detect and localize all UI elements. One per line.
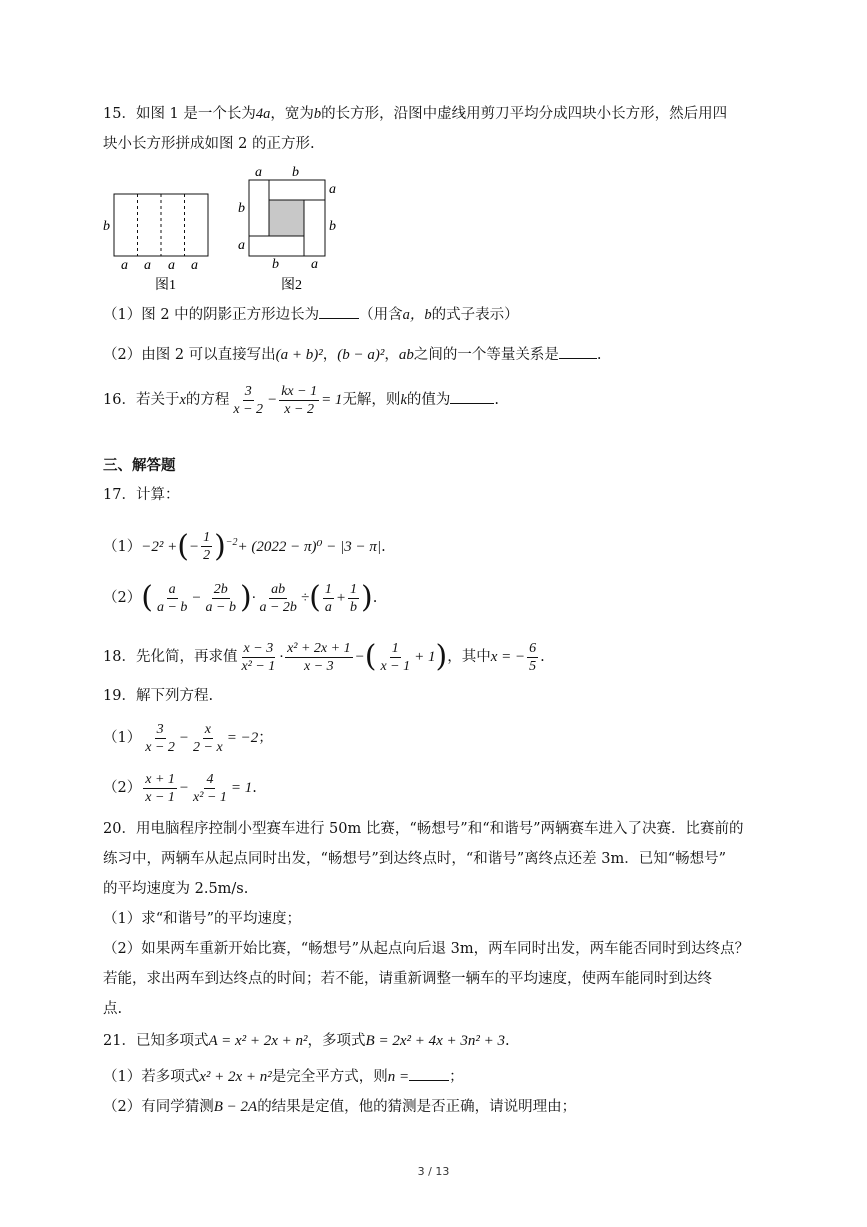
fraction [348,581,359,616]
part-label: （2） [103,780,142,796]
q15-expr-4a: 4a [255,106,271,122]
q15-sub1-text-c: 的式子表示） [431,307,519,323]
fraction [143,771,177,806]
q17-part1 [103,523,386,567]
numerator: 2b [213,581,228,597]
numerator: 3 [156,721,164,737]
q16-var-k: k [400,392,407,408]
figure-2 [232,162,347,297]
fraction [285,640,353,675]
fig1-bottom-label: a [168,258,175,273]
q21-sub2 [103,1097,576,1117]
fraction [239,640,277,675]
denominator: x − 2 [284,401,314,417]
section-heading: 三、解答题 [103,457,176,474]
q15-sub2 [103,344,602,365]
fraction [204,581,238,616]
q20-sub1: （1）求“和谐号”的平均速度； [103,911,302,927]
q15-text-a: 15．如图 1 是一个长为 [103,106,256,122]
right-paren: ) [214,528,226,564]
equals-one: = 1 [321,392,343,408]
denominator: x − 3 [303,658,334,674]
fig1-bottom-label: a [191,258,198,273]
x-equals: x = − [490,649,526,665]
left-paren: ( [177,528,189,564]
numerator: a [168,581,176,597]
q18 [103,637,545,677]
expr-polynomial-a: A = x² + 2x + n² [208,1033,308,1049]
answer-blank[interactable] [559,344,597,359]
answer-blank[interactable] [409,1066,449,1081]
minus-sign: − [178,730,190,746]
q16-var-x: x [179,392,186,408]
expr-trinomial: x² + 2x + n² [199,1069,272,1085]
q19-part2 [103,768,257,808]
fraction [257,581,298,616]
fig2-right-label: a [329,182,336,197]
fig2-left-label: a [238,238,245,253]
fig2-bottom-label: b [272,257,279,272]
q17-title: 17．计算： [103,487,180,503]
numerator: x + 1 [145,771,175,787]
part-label: （1） [103,538,142,555]
q16 [103,380,499,420]
fraction [231,383,265,418]
numerator: 1 [203,530,211,546]
divide-sign: ÷ [300,590,310,606]
fig2-top-label: b [292,165,299,180]
expr-ab: ab [398,347,414,363]
expr-segment: −2² + [141,538,178,555]
q15-var-b: b [313,106,322,122]
q21-text-a: 21．已知多项式 [103,1033,209,1049]
q16-text-d: 的值为 [406,392,451,408]
fig1-caption: 图1 [155,278,176,293]
q15-text-b: ，宽为 [270,106,314,122]
fig2-left-label: b [238,201,245,216]
period: . [252,780,257,796]
expr-b-minus-a-squared: (b − a)² [337,347,385,363]
q21-sub2-text: （2）有同学猜测 [103,1099,214,1115]
fig1-bottom-label: a [144,258,151,273]
q21-sub1-text-b: 是完全平方式，则 [271,1069,388,1085]
numerator: 1 [349,581,357,597]
left-paren: ( [364,639,377,674]
n-equals: n = [387,1069,410,1085]
denominator: x − 1 [380,658,411,674]
numerator: 1 [324,581,332,597]
denominator: x² − 1 [241,658,276,674]
fraction [527,640,538,675]
q20-sub2-line1: （2）如果两车重新开始比赛，“畅想号”从起点向后退 3m，两车同时出发，两车能否同时到达终点？ [103,941,750,957]
fig2-caption: 图2 [281,278,302,293]
fig2-top-label: a [255,165,262,180]
q16-text-b: 的方程 [185,392,230,408]
q20-sub2-line3: 点. [103,1001,123,1017]
minus-sign: − [267,392,278,408]
expr-segment: + (2022 − π)⁰ − |3 − π| [237,538,382,555]
fraction [191,771,229,806]
q21-sub2-text-b: 的结果是定值，他的猜测是否正确，请说明理由； [257,1099,577,1115]
semicolon: ； [258,730,273,746]
q15-sub1-text: （1）图 2 中的阴影正方形边长为 [103,307,320,323]
q19-title: 19．解下列方程. [103,688,214,704]
fraction [155,581,189,616]
denominator: a − b [156,599,188,615]
q16-text-a: 16．若关于 [103,392,180,408]
plus-one: + 1 [414,649,436,665]
numerator: 1 [391,640,399,656]
q21-line1 [103,1031,510,1051]
numerator: kx − 1 [281,383,318,399]
minus-sign: − [191,590,202,606]
left-paren: ( [309,580,321,615]
denominator: 2 − x [193,739,223,755]
period: . [540,649,545,665]
fraction [279,383,319,418]
plus-sign: + [335,590,346,606]
period: . [372,590,378,606]
numerator: 6 [529,640,537,656]
rhs: = −2 [226,730,259,746]
q15-text-c: 的长方形，沿图中虚线用剪刀平均分成四块小长方形，然后用四 [321,106,728,122]
dot-operator: · [251,590,256,606]
fraction [378,640,412,675]
answer-blank[interactable] [450,389,494,404]
fig1-side-label: b [103,219,110,234]
denominator: x − 2 [233,401,264,417]
numerator: x − 3 [243,640,274,656]
q20-sub2-line2: 若能，求出两车到达终点的时间；若不能，请重新调整一辆车的平均速度，使两车能同时到达终 [103,971,712,987]
page-number: 3 / 13 [417,1165,450,1178]
numerator: x [204,721,211,737]
q15-sub2-text: （2）由图 2 可以直接写出 [103,347,276,363]
q20-line2: 练习中，两辆车从起点同时出发，“畅想号”到达终点时，“和谐号”离终点还差 3m．已知“畅想号” [103,851,727,867]
q15-line1 [103,104,727,124]
q18-text-a: 18．先化简，再求值 [103,649,238,665]
q15-sub2-text-b: 之间的一个等量关系是 [413,347,559,363]
q15-sub1-text-b: （用含 [359,307,403,323]
figure-1 [98,186,218,296]
left-paren: ( [141,580,153,615]
fraction [143,721,177,756]
minus-sign: − [178,780,190,796]
right-paren: ) [239,580,252,615]
q18-text-b: ，其中 [447,649,491,665]
fraction [323,581,334,616]
denominator: x² − 1 [193,789,227,805]
q16-text-c: 无解，则 [342,392,401,408]
semicolon: ； [449,1069,464,1085]
answer-blank[interactable] [319,304,359,319]
fig1-bottom-label: a [121,258,128,273]
q21-text-b: ，多项式 [307,1033,366,1049]
expr-b-minus-2a: B − 2A [213,1099,258,1115]
expr-a-plus-b-squared: (a + b)² [275,347,323,363]
denominator: x − 2 [145,739,175,755]
q17-part2 [103,578,377,618]
period: . [596,347,602,363]
right-paren: ) [360,580,373,615]
part-label: （1） [103,730,142,746]
numerator: ab [271,581,286,597]
separator: ， [384,347,399,363]
period: . [494,392,499,408]
expr-polynomial-b: B = 2x² + 4x + 3n² + 3 [365,1033,505,1049]
q19-part1 [103,718,273,758]
q15-sub1 [103,304,519,325]
period: . [505,1033,510,1049]
denominator: a [324,599,332,615]
fraction [201,529,212,564]
denominator: a − 2b [259,599,297,615]
fig2-shaded-square [269,200,304,236]
denominator: b [349,599,357,615]
denominator: x − 1 [145,789,175,805]
denominator: a − b [205,599,236,615]
rhs: = 1 [230,780,253,796]
minus-sign: − [188,538,200,555]
separator: ， [322,347,338,363]
dot-operator: · [279,649,284,665]
period: . [381,538,386,555]
right-paren: ) [435,639,448,674]
fig2-bottom-label: a [311,257,318,272]
fraction [191,721,225,756]
part-label: （2） [103,590,142,606]
q21-sub1-text: （1）若多项式 [103,1069,200,1085]
minus-sign: − [354,649,365,665]
numerator: x² + 2x + 1 [287,640,351,656]
q15-line2: 块小长方形拼成如图 2 的正方形. [103,136,315,152]
denominator: 2 [203,548,211,564]
q21-sub1 [103,1066,464,1087]
numerator: 3 [244,383,252,399]
q20-line1: 20．用电脑程序控制小型赛车进行 50m 比赛，“畅想号”和“和谐号”两辆赛车进入了决赛．比赛前的 [103,821,744,837]
numerator: 4 [206,771,214,787]
fig2-right-label: b [329,219,336,234]
q15-sub1-vars: a，b [402,307,432,323]
denominator: 5 [529,658,537,674]
q20-line3: 的平均速度为 2.5m/s. [103,881,249,897]
exponent: −2 [225,537,238,548]
